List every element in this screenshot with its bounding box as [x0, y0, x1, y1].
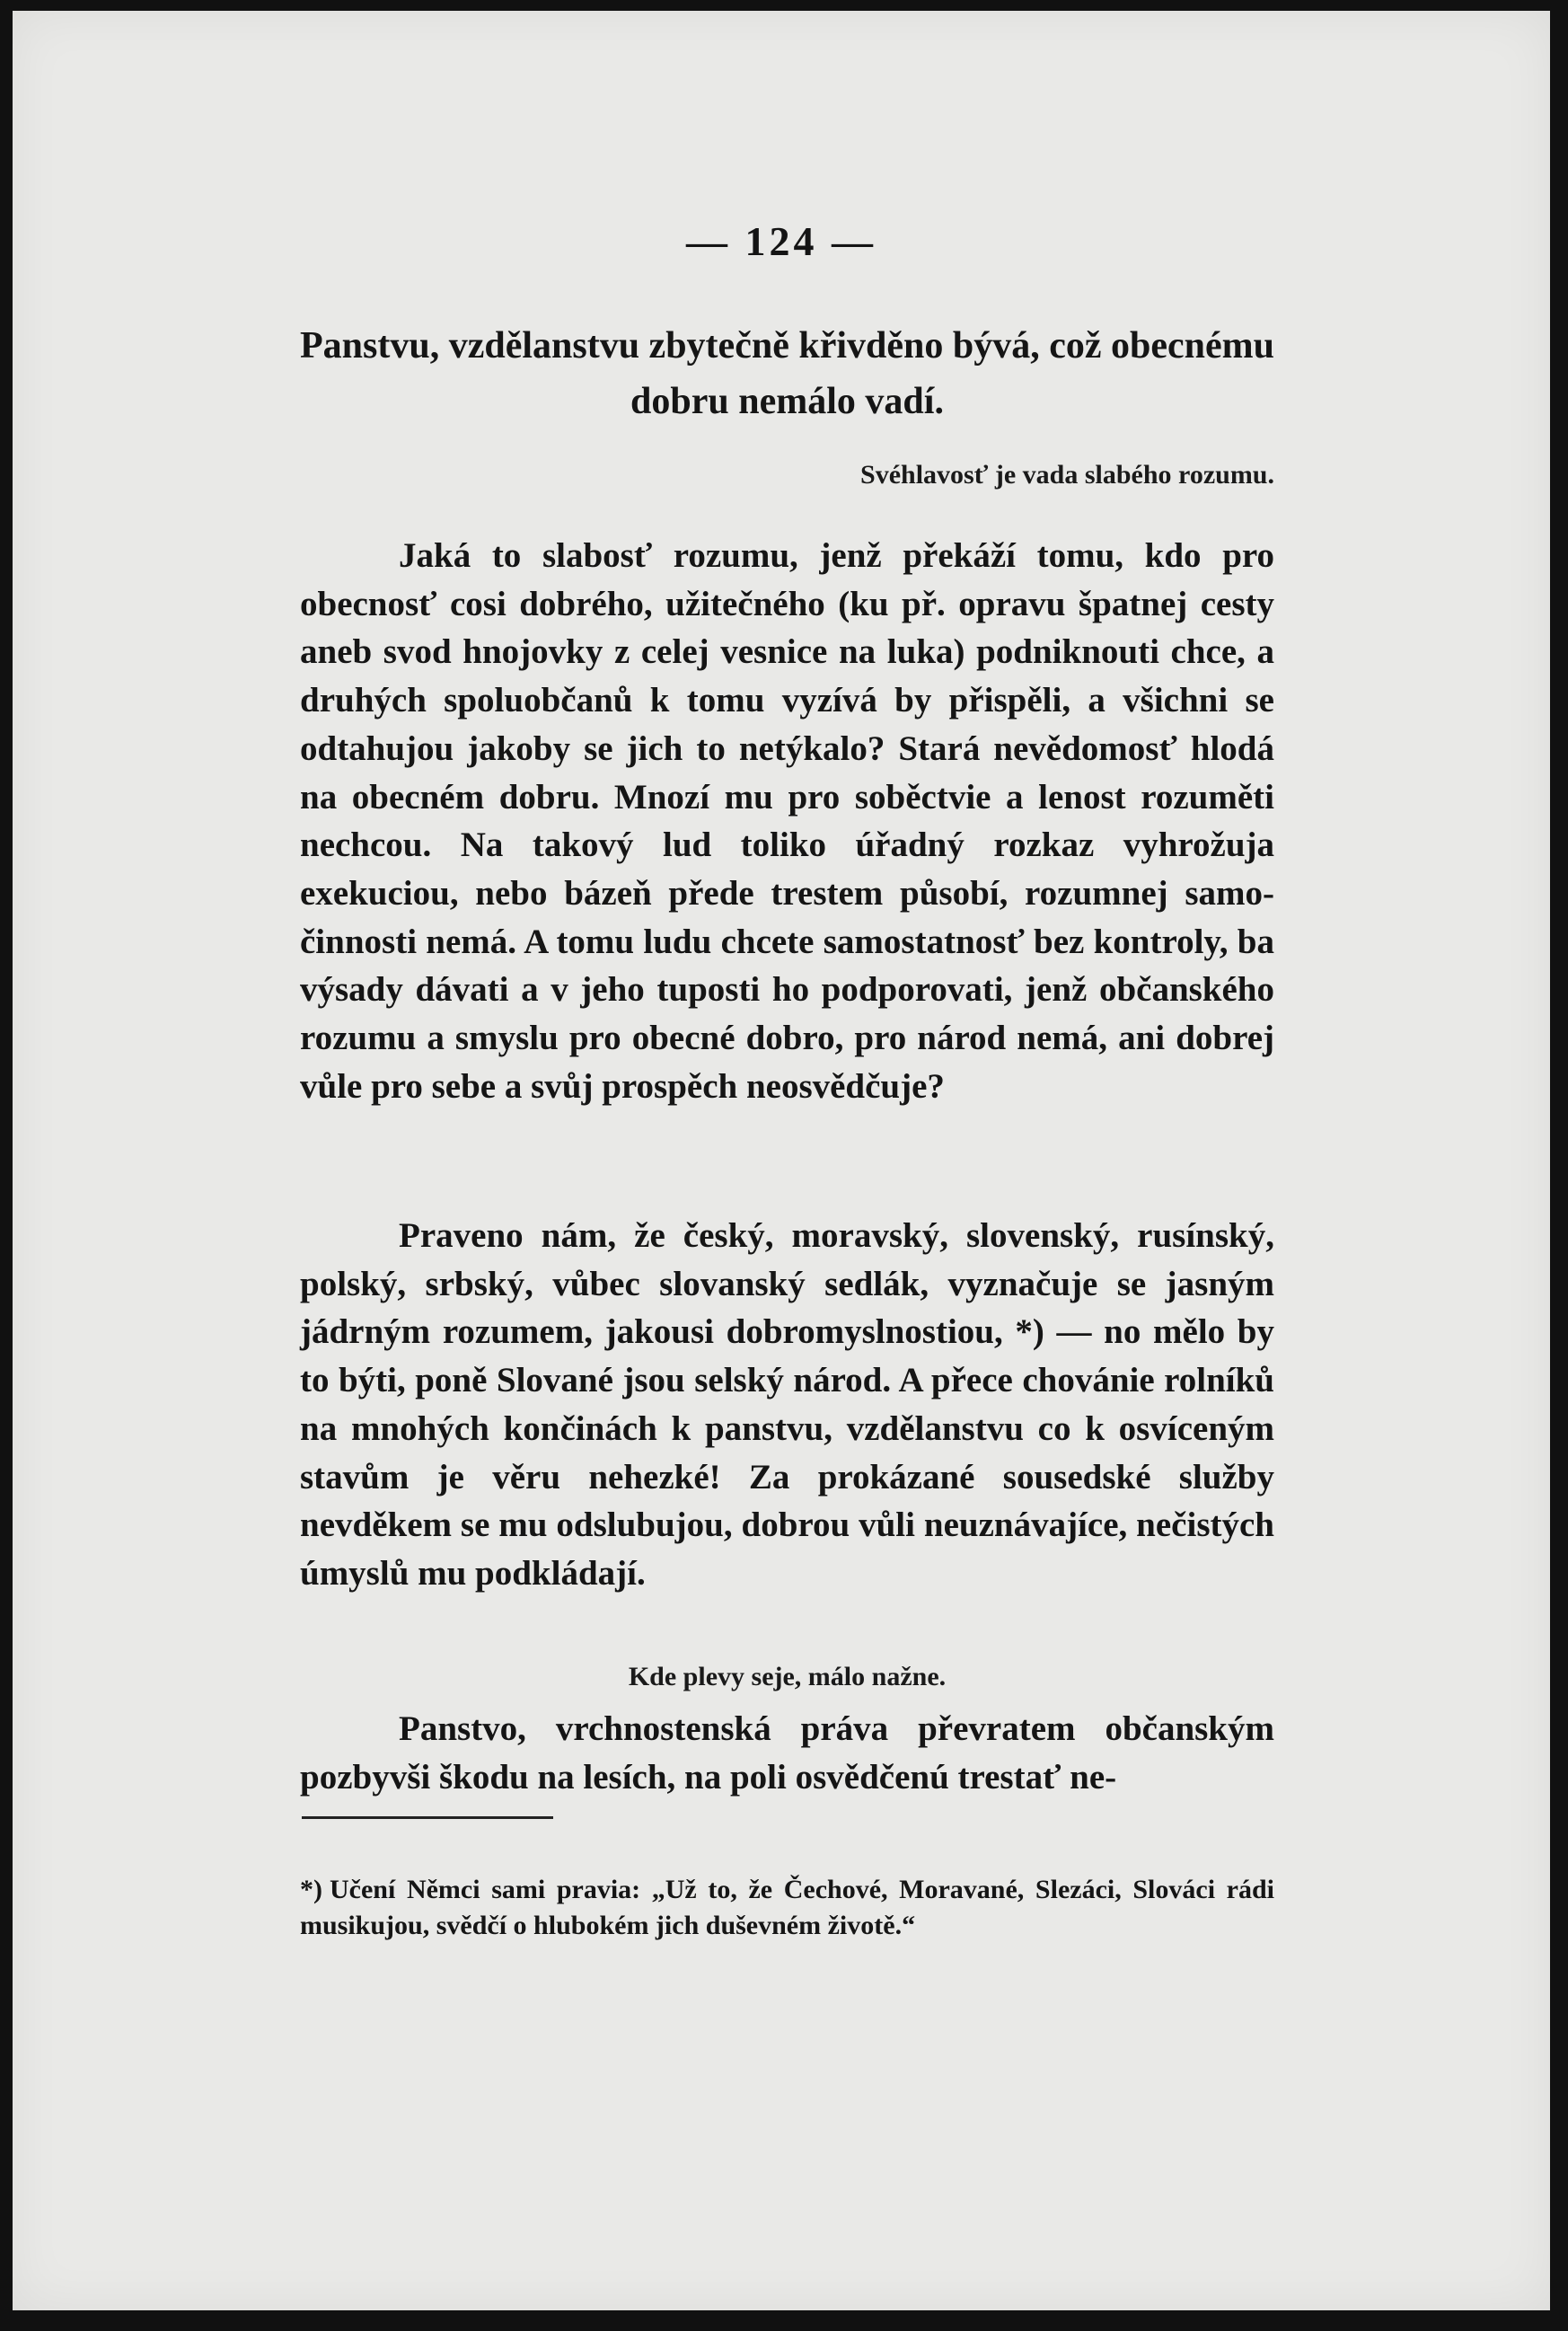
proverb-2: Kde plevy seje, málo nažne. [628, 1662, 947, 1691]
page-number: — 124 — [686, 218, 876, 264]
paragraph-2: Praveno nám, že český, moravský, slovenský, rusínský, polský, srbský, vůbec slovanský sedlák, vyznačuje se jasným jádrným rozumem, jakousi dobromyslnostiou, *) — no mělo by to býti, poně Slované jsou selský národ. A přece chovánie rolníků na mnohých končinách k panstvu, vzdělanstvu co k osvíceným stavům je věru nehezké! Za prokázané sousedské služby nevděkem se mu odslubujou, dobrou vůli neuznávajíce, nečistých úmyslů mu podkládají. [300, 1216, 1274, 1593]
section-heading: Panstvu, vzdělanstvu zbytečně křivděno bývá, což obecnému dobru nemálo vadí. [300, 325, 1274, 422]
paragraph-1: Jaká to slabosť rozumu, jenž překáží tomu, kdo pro obecnosť cosi dobrého, užitečného (ku př. opravu špatnej cesty aneb svod hnojovky z celej vesnice na luka) podniknouti chce, a druhých spoluobčanů k tomu vyzívá by přispěli, a všichni se odtahujou jakoby se jich to netýkalo? Stará nevědomosť hlodá na obecném dobru. Mnozí mu pro soběctvie a lenost rozuměti nechcou. Na takový lud toliko úřadný rozkaz vyhrožuja exekuciou, nebo bázeň přede trestem působí, rozumnej samo-činnosti nemá. A tomu ludu chcete samostatnosť bez kontroly, ba výsady dávati a v jeho tuposti ho podporovati, jenž občanského rozumu a smyslu pro obecné dobro, pro národ nemá, ani dobrej vůle pro sebe a svůj prospěch neosvědčuje? [300, 536, 1274, 1106]
footnote-divider [302, 1816, 553, 1819]
footnote [300, 1872, 1274, 1944]
paragraph-3: Panstvo, vrchnostenská práva převratem občanským pozbyvši škodu na lesích, na poli osvědčenú trestať ne- [300, 1709, 1274, 1797]
book-page [13, 11, 1550, 2310]
footnote-mark: *) [300, 1875, 322, 1904]
footnote-text: Učení Němci sami pravia: „Už to, že Čechové, Moravané, Slezáci, Slováci rádi musikujou, svědčí o hlubokém jich duševném životě.“ [300, 1875, 1274, 1940]
proverb-1: Svéhlavosť je vada slabého rozumu. [860, 460, 1274, 490]
